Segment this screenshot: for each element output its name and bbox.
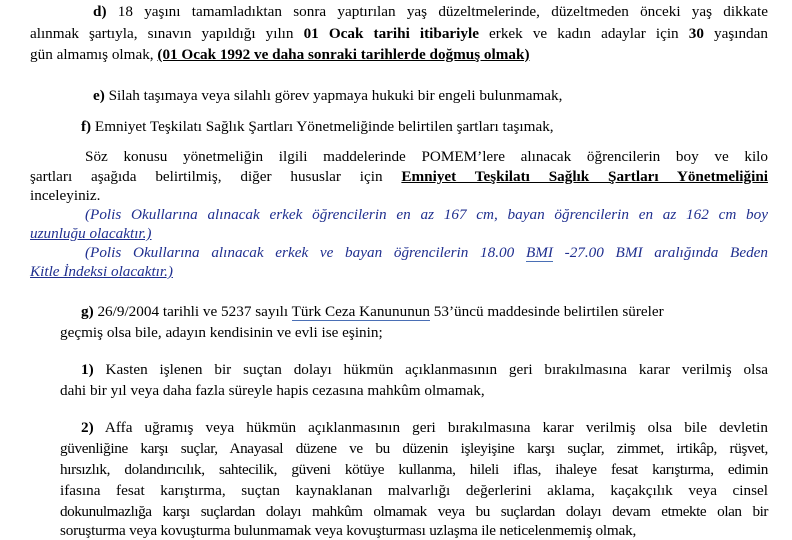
bmi-note-3: Kitle İndeksi olacaktır.) bbox=[30, 263, 173, 280]
item-g-text-1a: 26/9/2004 tarihli ve 5237 sayılı bbox=[93, 303, 292, 320]
item-f-text: Emniyet Teşkilatı Sağlık Şartları Yönetmeliğinde belirtilen şartları taşımak, bbox=[91, 118, 554, 135]
item-g2-text-4: ifasına fesat karıştırma, suçtan kaynaklanan malvarlığı değerlerini aklama, kaçakçılık veya cinsel bbox=[60, 482, 768, 499]
bmi-term: BMI bbox=[525, 244, 553, 261]
item-g2-text-1: Affa uğramış veya hükmün açıklanmasının geri bırakılmasına karar verilmiş olsa bile devletin bbox=[93, 419, 768, 436]
item-f-label: f) bbox=[81, 118, 92, 135]
item-g2-line-2 bbox=[60, 439, 768, 458]
item-g1-text-2: dahi bir yıl veya daha fazla süreyle hapis cezasına mahkûm olmamak, bbox=[60, 382, 485, 399]
item-g2-line-5 bbox=[60, 502, 768, 521]
item-g2-text-6: soruşturma veya kovuşturma bulunmamak veya kovuşturması uzlaşma ile neticelenmemiş olmak, bbox=[60, 522, 637, 539]
item-f-para-line-3 bbox=[30, 186, 100, 205]
item-d-text-2a: alınmak şartıyla, sınavın yapıldığı yılın bbox=[30, 25, 304, 42]
item-g2-text-2: güvenliğine karşı suçlar, Anayasal düzene ve bu düzenin işleyişine karşı suçlar, zimmet, irtikâp, rüşvet, bbox=[60, 440, 768, 457]
item-g-line-2 bbox=[60, 323, 383, 342]
bmi-note-line-1 bbox=[85, 243, 768, 262]
item-g2-line-4 bbox=[60, 481, 768, 500]
item-d-text-1: 18 yaşını tamamladıktan sonra yaptırılan yaş düzeltmelerinde, düzeltmeden önceki yaş dikkate bbox=[106, 3, 768, 20]
item-g-text-1c: 53’üncü maddesinde belirtilen süreler bbox=[430, 303, 664, 320]
item-d-birth-note: (01 Ocak 1992 ve daha sonraki tarihlerde doğmuş olmak) bbox=[157, 46, 530, 63]
height-note-2: uzunluğu olacaktır.) bbox=[30, 225, 152, 242]
item-g1-line-2 bbox=[60, 381, 485, 400]
item-d-date: 01 Ocak tarihi itibariyle bbox=[303, 25, 479, 42]
item-g2-label: 2) bbox=[81, 419, 94, 436]
item-f-para-3: inceleyiniz. bbox=[30, 187, 101, 204]
item-g-label: g) bbox=[81, 303, 94, 320]
item-f-para-line-1 bbox=[85, 147, 768, 166]
item-d-label: d) bbox=[93, 3, 107, 20]
item-f-para-line-2 bbox=[30, 167, 768, 186]
item-d-text-2e: yaşından bbox=[703, 25, 768, 42]
bmi-note-line-2 bbox=[30, 262, 173, 281]
item-f-para-1: Söz konusu yönetmeliğin ilgili maddelerinde POMEM’lere alınacak öğrencilerin boy ve kilo bbox=[85, 148, 768, 165]
item-g1-line-1 bbox=[81, 360, 768, 379]
item-g2-line-6 bbox=[60, 521, 636, 540]
item-g1-text-1: Kasten işlenen bir suçtan dolayı hükmün açıklanmasının geri bırakılmasına karar verilmiş olsa bbox=[93, 361, 768, 378]
height-note-line-1 bbox=[85, 205, 768, 224]
item-g2-line-3 bbox=[60, 460, 768, 479]
item-d-line-3 bbox=[30, 45, 530, 64]
item-f bbox=[81, 117, 554, 136]
item-d-line-1 bbox=[93, 2, 768, 21]
item-f-para-2a: şartları aşağıda belirtilmiş, diğer hususlar için bbox=[30, 168, 402, 185]
bmi-note-2: -27.00 BMI aralığında Beden bbox=[552, 244, 769, 261]
item-g2-line-1 bbox=[81, 418, 768, 437]
penal-code-reference: Türk Ceza Kanununun bbox=[291, 303, 430, 320]
item-d-age: 30 bbox=[688, 25, 704, 42]
item-g2-text-5: dokunulmazlığa karşı suçlardan dolayı mahkûm olmamak veya bu suçlardan dolayı devam etmekte olan bir bbox=[60, 503, 768, 520]
item-g-line-1 bbox=[81, 302, 664, 321]
item-d-text-2c: erkek ve kadın adaylar için bbox=[478, 25, 689, 42]
item-d-text-3a: gün almamış olmak, bbox=[30, 46, 158, 63]
item-e-text: Silah taşımaya veya silahlı görev yapmaya hukuki bir engeli bulunmamak, bbox=[104, 87, 563, 104]
item-g2-text-3: hırsızlık, dolandırıcılık, sahtecilik, güveni kötüye kullanma, hileli iflas, ihaleye fesat karıştırma, edimin bbox=[60, 461, 768, 478]
item-d-line-2 bbox=[30, 24, 768, 43]
height-note-line-2 bbox=[30, 224, 152, 243]
regulation-reference: Emniyet Teşkilatı Sağlık Şartları Yönetmeliğini bbox=[401, 168, 768, 185]
item-e bbox=[93, 86, 562, 105]
height-note-1: (Polis Okullarına alınacak erkek öğrencilerin en az 167 cm, bayan öğrencilerin en az 162 cm boy bbox=[85, 206, 768, 223]
item-g-text-2: geçmiş olsa bile, adayın kendisinin ve evli ise eşinin; bbox=[60, 324, 383, 341]
bmi-note-1: (Polis Okullarına alınacak erkek ve bayan öğrencilerin 18.00 bbox=[85, 244, 526, 261]
item-e-label: e) bbox=[93, 87, 105, 104]
item-g1-label: 1) bbox=[81, 361, 94, 378]
